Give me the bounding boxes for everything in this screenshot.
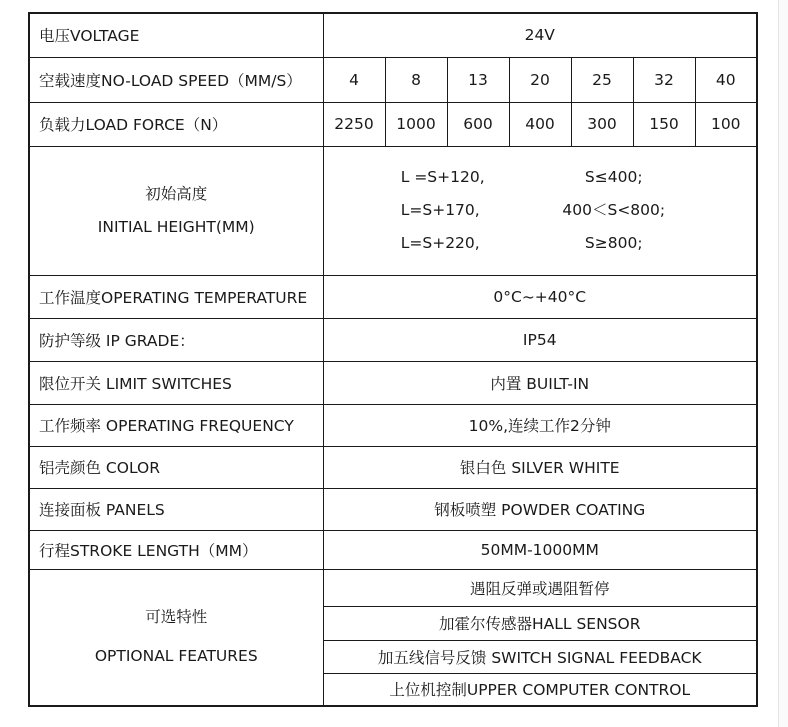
formula-range: 400＜S<800;	[562, 201, 666, 219]
frequency-row	[29, 404, 757, 446]
force-value: 400	[509, 102, 571, 146]
ip-grade-label: 防护等级 IP GRADE：	[29, 318, 323, 361]
force-value: 1000	[385, 102, 447, 146]
formula: L=S+170,	[400, 201, 480, 219]
initial-height-formulas	[323, 146, 757, 275]
limit-switches-row	[29, 361, 757, 404]
temperature-row	[29, 275, 757, 318]
optional-label	[29, 569, 323, 706]
initial-height-label-cn: 初始高度	[145, 184, 208, 203]
speed-value: 13	[447, 57, 509, 102]
frequency-label: 工作频率 OPERATING FREQUENCY	[29, 404, 323, 446]
stroke-row	[29, 530, 757, 569]
limit-switches-label: 限位开关 LIMIT SWITCHES	[29, 361, 323, 404]
force-value: 300	[571, 102, 633, 146]
optional-label-cn: 可选特性	[145, 607, 208, 626]
force-label: 负载力LOAD FORCE（N）	[29, 102, 323, 146]
force-value: 2250	[323, 102, 385, 146]
panels-label: 连接面板 PANELS	[29, 488, 323, 530]
ip-grade-row	[29, 318, 757, 361]
force-value: 150	[633, 102, 695, 146]
speed-row	[29, 57, 757, 102]
optional-item: 加霍尔传感器HALL SENSOR	[323, 606, 757, 640]
formula: L=S+220,	[400, 234, 480, 252]
speed-value: 4	[323, 57, 385, 102]
ip-grade-value: IP54	[323, 318, 757, 361]
speed-value: 40	[695, 57, 757, 102]
formula-range: S≥800;	[584, 234, 643, 252]
speed-value: 8	[385, 57, 447, 102]
formula: L =S+120,	[400, 168, 485, 186]
color-row	[29, 446, 757, 488]
voltage-row	[29, 13, 757, 57]
color-label: 铝壳颜色 COLOR	[29, 446, 323, 488]
stroke-value: 50MM-1000MM	[323, 530, 757, 569]
speed-label: 空载速度NO-LOAD SPEED（MM/S）	[29, 57, 323, 102]
voltage-value: 24V	[323, 13, 757, 57]
force-value: 600	[447, 102, 509, 146]
limit-switches-value: 内置 BUILT-IN	[323, 361, 757, 404]
temperature-label: 工作温度OPERATING TEMPERATURE	[29, 275, 323, 318]
voltage-label: 电压VOLTAGE	[29, 13, 323, 57]
force-value: 100	[695, 102, 757, 146]
spec-table	[28, 12, 758, 707]
panels-row	[29, 488, 757, 530]
optional-item: 加五线信号反馈 SWITCH SIGNAL FEEDBACK	[323, 640, 757, 673]
force-row	[29, 102, 757, 146]
formula-range: S≤400;	[584, 168, 643, 186]
temperature-value: 0°C~+40°C	[323, 275, 757, 318]
initial-height-label-en: INITIAL HEIGHT(MM)	[97, 217, 255, 236]
optional-item: 上位机控制UPPER COMPUTER CONTROL	[323, 673, 757, 706]
panels-value: 钢板喷塑 POWDER COATING	[323, 488, 757, 530]
speed-value: 20	[509, 57, 571, 102]
color-value: 银白色 SILVER WHITE	[323, 446, 757, 488]
speed-value: 25	[571, 57, 633, 102]
speed-value: 32	[633, 57, 695, 102]
optional-item: 遇阻反弹或遇阻暂停	[323, 569, 757, 606]
optional-row	[29, 569, 757, 606]
initial-height-row	[29, 146, 757, 275]
scrollbar[interactable]	[778, 0, 788, 727]
optional-label-en: OPTIONAL FEATURES	[94, 647, 258, 666]
initial-height-label	[29, 146, 323, 275]
stroke-label: 行程STROKE LENGTH（MM）	[29, 530, 323, 569]
frequency-value: 10%,连续工作2分钟	[323, 404, 757, 446]
